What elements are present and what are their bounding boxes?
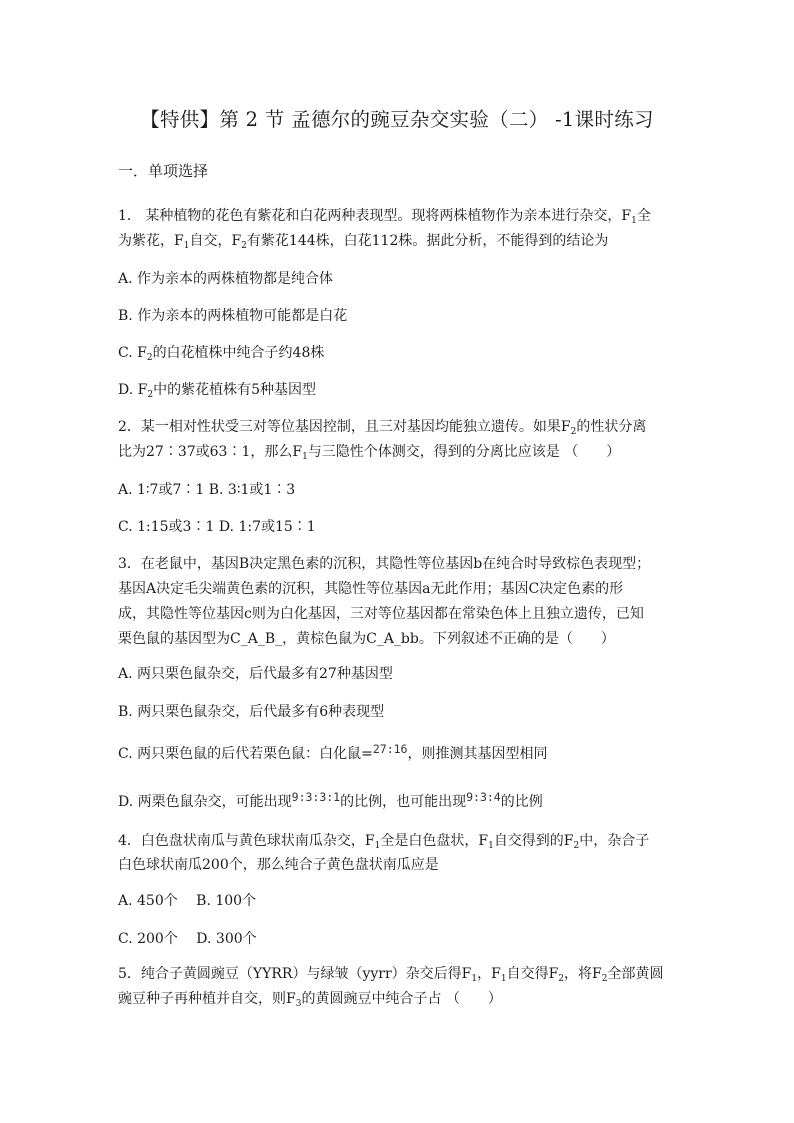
- page-title: 【特供】第 2 节 孟德尔的豌豆杂交实验（二） -1课时练习: [140, 108, 654, 131]
- q3-option-b: B. 两只栗色鼠杂交，后代最多有6种表现型: [118, 704, 385, 720]
- ratio-formula: 27:16: [372, 742, 408, 756]
- q3-option-d: D. 两栗色鼠杂交，可能出现$^{9:3:3:1}$的比例，也可能出现$^{9:3:4}$的比例: [118, 790, 543, 810]
- q3-stem-line-3: 成，其隐性等位基因c则为白化基因，三对等位基因都在常染色体上且独立遗传，已知: [118, 606, 644, 622]
- q4-stem-line-1: 4．白色盘状南瓜与黄色球状南瓜杂交，$F_1$全是白色盘状，$F_1$自交得到的$F_2$中，杂合子: [118, 833, 650, 851]
- q1-stem-line-2: 为紫花，$F_1$自交，$F_2$有紫花144株，白花112株。据此分析，不能得到的结论为: [118, 233, 609, 251]
- q1-option-b: B. 作为亲本的两株植物可能都是白花: [118, 308, 348, 324]
- q1-stem-line-1: 1． 某种植物的花色有紫花和白花两种表现型。现将两株植物作为亲本进行杂交，$F_1$全: [118, 208, 651, 226]
- q3-option-a: A. 两只栗色鼠杂交，后代最多有27种基因型: [118, 666, 393, 682]
- q4-options-ab: A. 450个 B. 100个: [118, 893, 257, 909]
- q2-stem-line-2: 比为27∶37或63∶1，那么$F_1$与三隐性个体测交，得到的分离比应该是 （ ）: [118, 444, 621, 462]
- q3-stem-line-1: 3．在老鼠中，基因B决定黑色素的沉积，其隐性等位基因b在纯合时导致棕色表现型；: [118, 556, 651, 572]
- q4-options-cd: C. 200个 D. 300个: [118, 931, 257, 947]
- ratio-formula: 9:3:4: [466, 790, 501, 804]
- q1-option-c: C. $F_2$的白花植株中纯合子约48株: [118, 345, 325, 363]
- q2-options-cd: C. 1:15或3∶1 D. 1:7或15∶1: [118, 519, 316, 535]
- q2-stem-line-1: 2．某一相对性状受三对等位基因控制，且三对基因均能独立遗传。如果$F_2$的性状分离: [118, 419, 647, 437]
- q1-option-a: A. 作为亲本的两株植物都是纯合体: [118, 271, 334, 287]
- q3-stem-line-4: 栗色鼠的基因型为C_A_B_，黄棕色鼠为C_A_bb。下列叙述不正确的是（ ）: [118, 631, 615, 647]
- q5-stem-line-1: 5．纯合子黄圆豌豆（YYRR）与绿皱（yyrr）杂交后得$F_1$，$F_1$自交得$F_2$，将$F_2$全部黄圆: [118, 966, 664, 984]
- q3-stem-line-2: 基因A决定毛尖端黄色素的沉积，其隐性等位基因a无此作用；基因C决定色素的形: [118, 581, 624, 597]
- ratio-formula: 9:3:3:1: [291, 790, 341, 804]
- q1-option-d: D. $F_2$中的紫花植株有5种基因型: [118, 382, 316, 400]
- q3-option-c: C. 两只栗色鼠的后代若栗色鼠：白化鼠=$^{27:16}$，则推测其基因型相同: [118, 742, 548, 762]
- q5-stem-line-2: 豌豆种子再种植并自交，则$F_3$的黄圆豌豆中纯合子占 （ ）: [118, 991, 502, 1009]
- q4-stem-line-2: 白色球状南瓜200个，那么纯合子黄色盘状南瓜应是: [118, 857, 439, 873]
- q2-options-ab: A. 1∶7或7∶1 B. 3∶1或1∶3: [118, 482, 296, 498]
- section-heading: 一．单项选择: [118, 162, 209, 180]
